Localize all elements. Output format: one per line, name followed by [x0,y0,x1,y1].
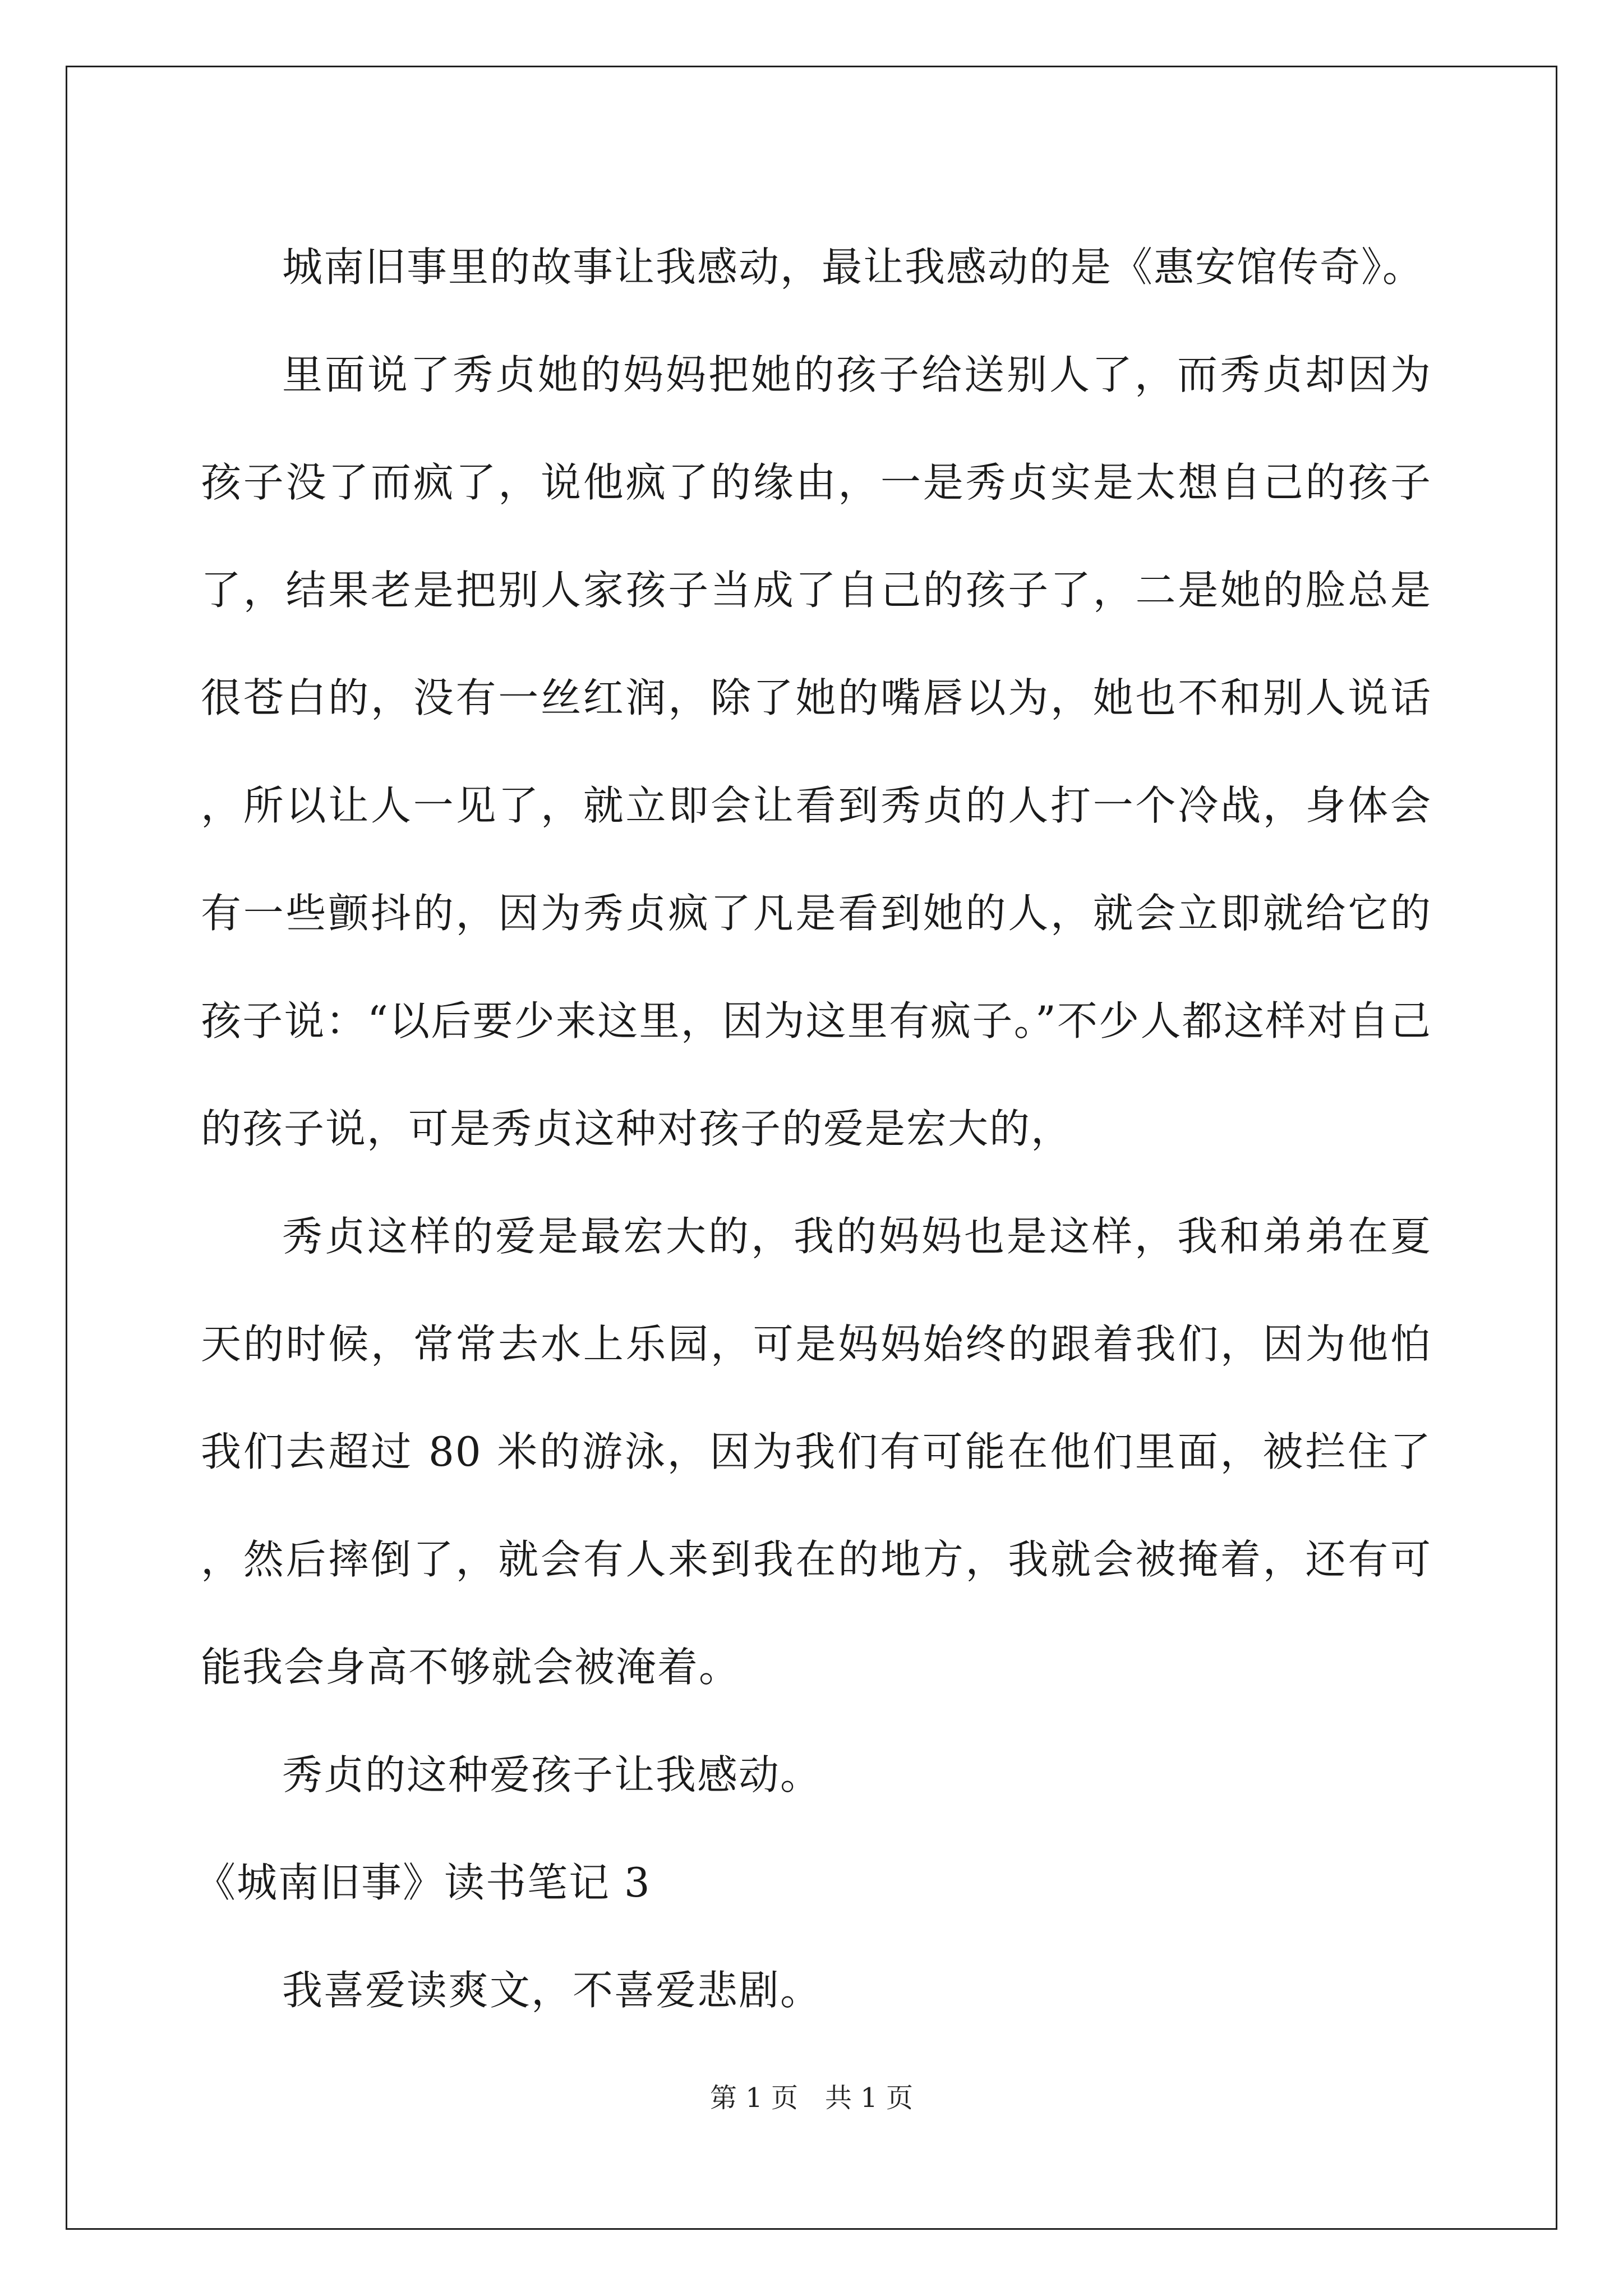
section-heading: 《城南旧事》读书笔记 3 [195,1859,651,1906]
paragraph: 城南旧事里的故事让我感动，最让我感动的是《惠安馆传奇》。 [282,243,1424,291]
paragraph: 里面说了秀贞她的妈妈把她的孩子给送别人了，而秀贞却因为孩子没了而疯了，说他疯了的缘由，一是秀贞实是太想自己的孩子了，结果老是把别人家孩子当成了自己的孩子了，二是她的脸总是很苍白的，没有一丝红润，除了她的嘴唇以为，她也不和别人说话，所以让人一见了，就立即会让看到秀贞的人打一个冷战，身体会有一些颤抖的，因为秀贞疯了凡是看到她的人，就会立即就给它的孩子说：“以后要少来这里，因为这里有疯子。”不少人都这样对自己的孩子说，可是秀贞这种对孩子的爱是宏大的， [201,351,1432,1152]
page-number-footer: 第 1 页 共 1 页 [709,2082,914,2114]
paragraph: 秀贞这样的爱是最宏大的，我的妈妈也是这样，我和弟弟在夏天的时候，常常去水上乐园，可是妈妈始终的跟着我们，因为他怕我们去超过 80 米的游泳，因为我们有可能在他们里面，被拦住了，然后摔倒了，就会有人来到我在的地方，我就会被掩着，还有可能我会身高不够就会被淹着。 [201,1213,1432,1691]
document-body [195,213,1432,2044]
paragraph: 秀贞的这种爱孩子让我感动。 [282,1751,822,1798]
paragraph: 我喜爱读爽文，不喜爱悲剧。 [282,1967,822,2014]
